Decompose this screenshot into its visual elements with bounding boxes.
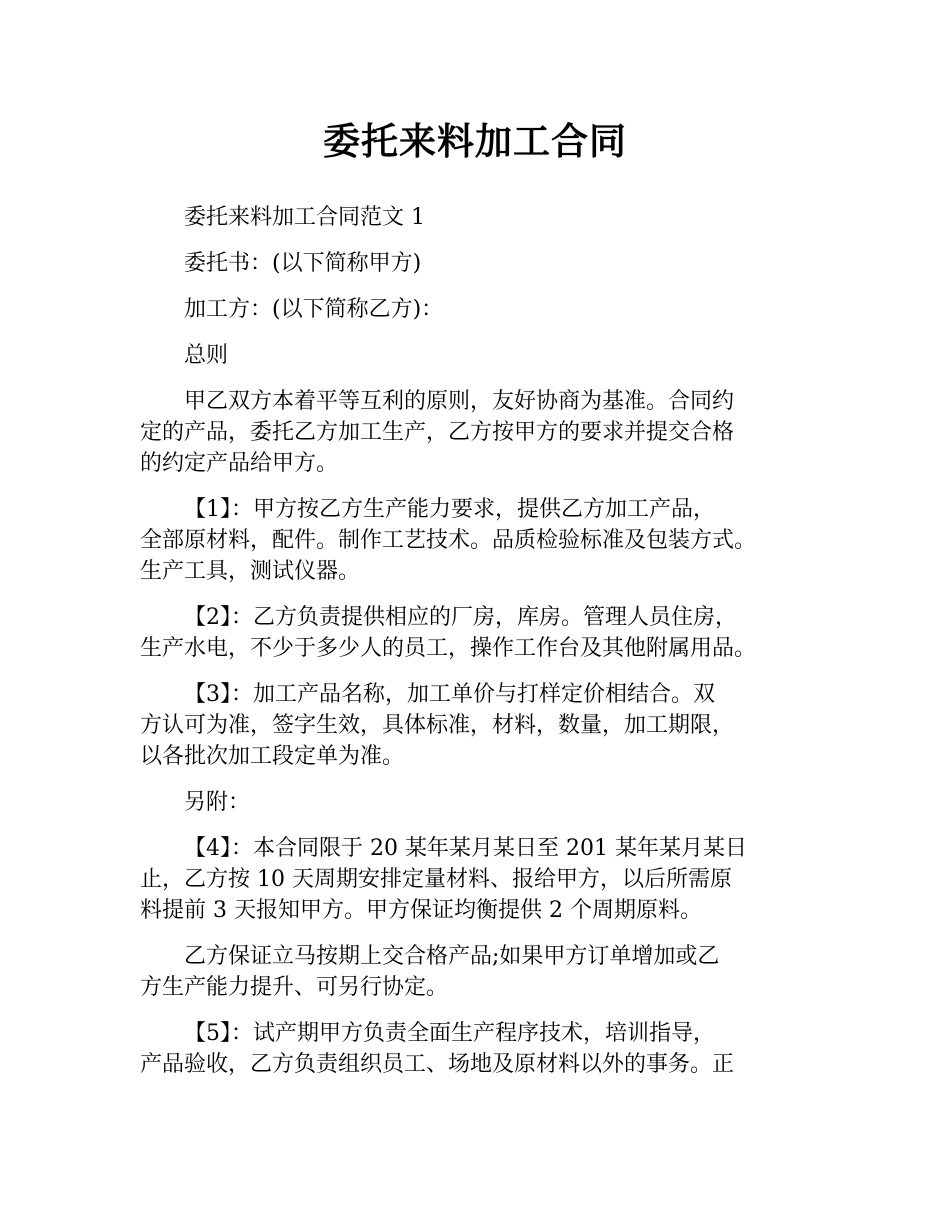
text-line: 【2】：乙方负责提供相应的厂房，库房。管理人员住房， [184, 605, 737, 630]
text-line: 以各批次加工段定单为准。 [140, 744, 405, 769]
text-line: 产品验收，乙方负责组织员工、场地及原材料以外的事务。正 [140, 1052, 735, 1077]
text-line: 定的产品，委托乙方加工生产，乙方按甲方的要求并提交合格 [140, 420, 735, 445]
paragraph [140, 340, 840, 371]
paragraph [140, 494, 840, 587]
text-line: 生产水电，不少于多少人的员工，操作工作台及其他附属用品。 [140, 636, 757, 661]
document-body [140, 202, 840, 1095]
text-line: 加工方：(以下简称乙方)： [184, 297, 444, 322]
text-line: 生产工具，测试仪器。 [140, 559, 361, 584]
text-line: 【1】：甲方按乙方生产能力要求，提供乙方加工产品， [184, 497, 715, 522]
text-line: 方生产能力提升、可另行协定。 [140, 975, 449, 1000]
document-title: 委托来料加工合同 [323, 120, 627, 163]
text-line: 止，乙方按 10 天周期安排定量材料、报给甲方，以后所需原 [140, 867, 732, 892]
paragraph [140, 787, 840, 818]
paragraph [140, 941, 840, 1003]
text-line: 甲乙双方本着平等互利的原则，友好协商为基准。合同约 [184, 389, 735, 414]
paragraph [140, 202, 840, 233]
text-line: 委托来料加工合同范文 1 [184, 205, 425, 230]
paragraph [140, 679, 840, 772]
text-line: 方认可为准，签字生效，具体标准，材料，数量，加工期限， [140, 713, 735, 738]
text-line: 【3】：加工产品名称，加工单价与打样定价相结合。双 [184, 682, 715, 707]
text-line: 【4】：本合同限于 20 某年某月某日至 201 某年某月某日 [184, 836, 747, 861]
text-line: 另附： [184, 790, 251, 815]
paragraph [140, 833, 840, 926]
text-line: 【5】：试产期甲方负责全面生产程序技术，培训指导， [184, 1021, 715, 1046]
text-line: 的约定产品给甲方。 [140, 451, 339, 476]
paragraph [140, 1018, 840, 1080]
paragraph [140, 602, 840, 664]
text-line: 料提前 3 天报知甲方。甲方保证均衡提供 2 个周期原料。 [140, 898, 702, 923]
text-line: 总则 [184, 343, 229, 368]
paragraph [140, 386, 840, 479]
text-line: 委托书：(以下简称甲方) [184, 251, 422, 276]
paragraph [140, 294, 840, 325]
paragraph [140, 248, 840, 279]
text-line: 全部原材料，配件。制作工艺技术。品质检验标准及包装方式。 [140, 528, 757, 553]
text-line: 乙方保证立马按期上交合格产品;如果甲方订单增加或乙 [184, 944, 720, 969]
